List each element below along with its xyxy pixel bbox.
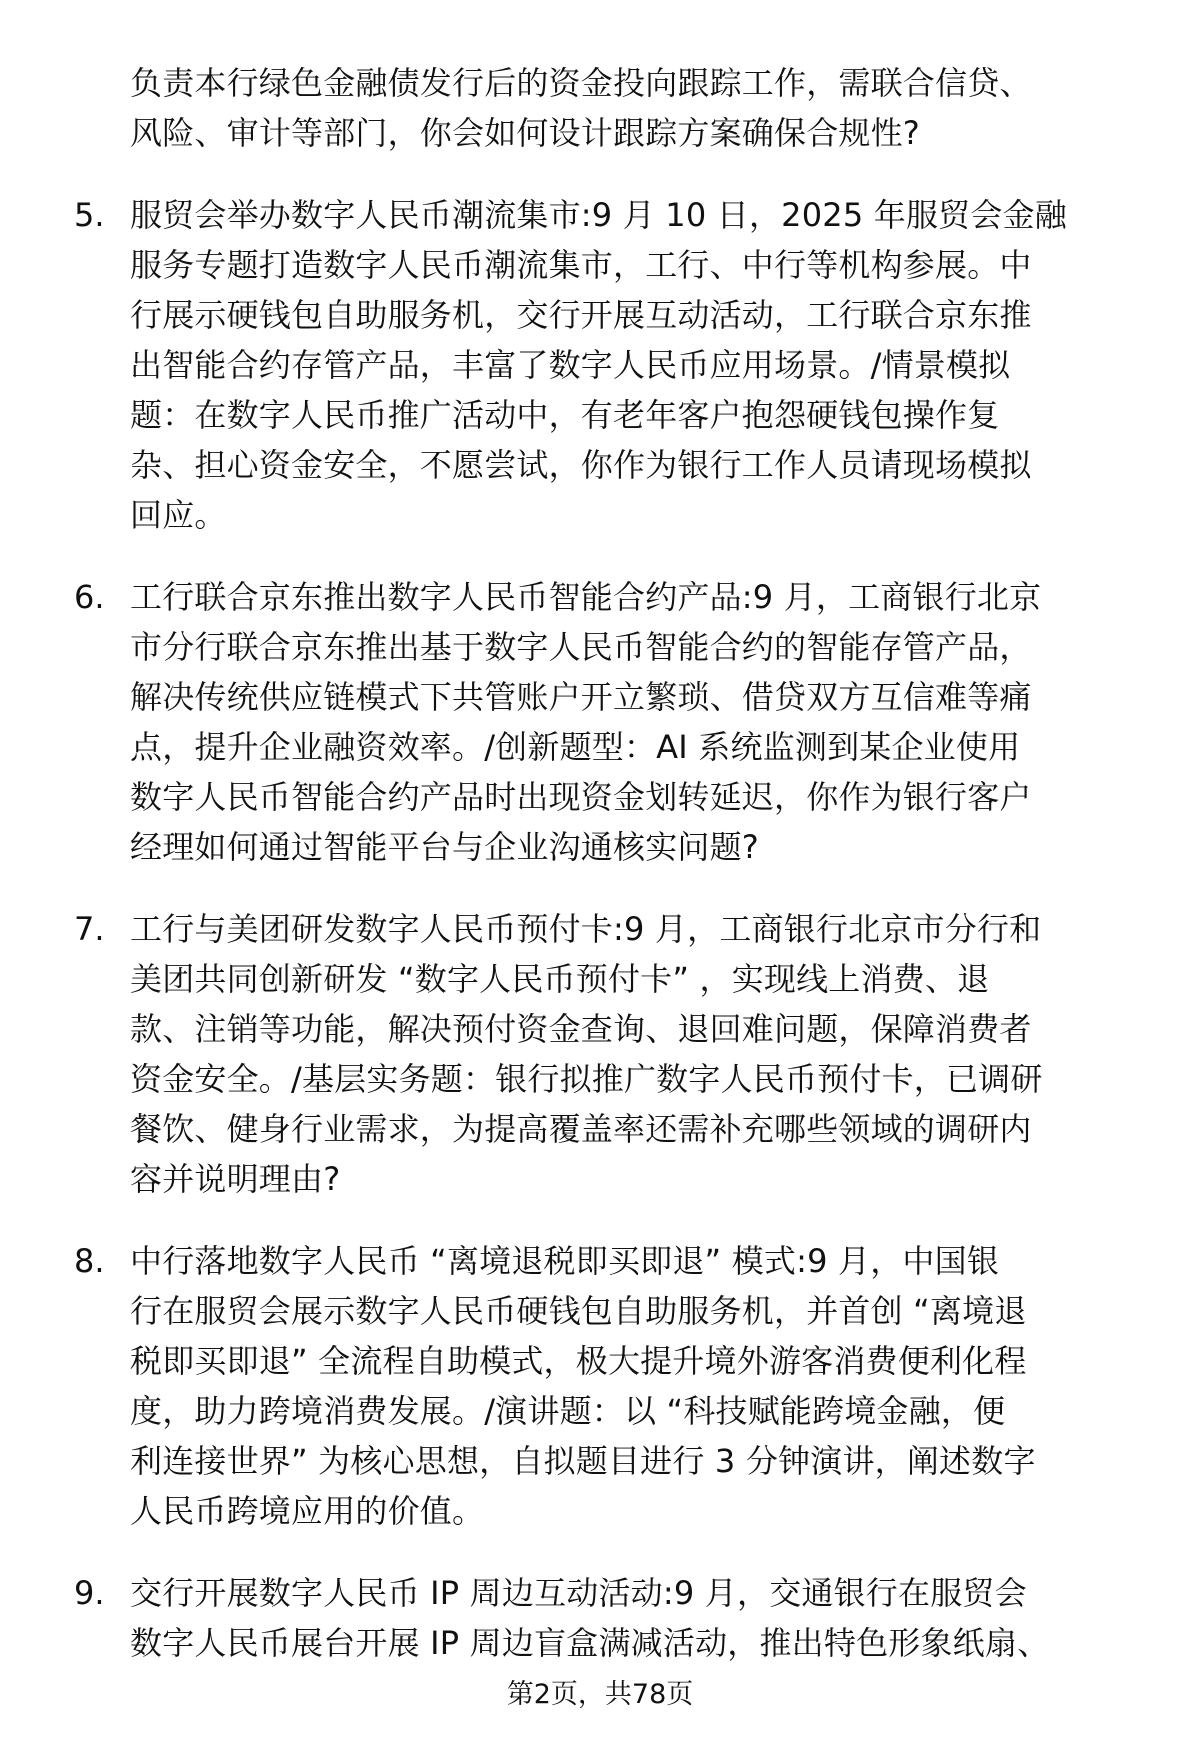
text-line: 利连接世界” 为核心思想，自拟题目进行 3 分钟演讲，阐述数字 [130, 1442, 1036, 1480]
text-line: 解决传统供应链模式下共管账户开立繁琐、借贷双方互信难等痛 [130, 678, 1032, 716]
continued-question-text [0, 58, 1200, 158]
text-line: 度，助力跨境消费发展。/演讲题：以 “科技赋能跨境金融，便 [130, 1392, 1006, 1430]
text-line: 数字人民币展台开展 IP 周边盲盒满减活动，推出特色形象纸扇、 [130, 1624, 1050, 1662]
text-line: 资金安全。/基层实务题：银行拟推广数字人民币预付卡，已调研 [130, 1060, 1043, 1098]
numbered-question-item [0, 190, 1200, 540]
text-line: 款、注销等功能，解决预付资金查询、退回难问题，保障消费者 [130, 1010, 1032, 1048]
text-line: 回应。 [130, 496, 227, 534]
text-line: 出智能合约存管产品，丰富了数字人民币应用场景。/情景模拟 [130, 346, 1011, 384]
text-line: 题：在数字人民币推广活动中，有老年客户抱怨硬钱包操作复 [130, 396, 1000, 434]
text-line: 税即买即退” 全流程自助模式，极大提升境外游客消费便利化程 [130, 1342, 1027, 1380]
item-number: 9. [74, 1574, 105, 1612]
document-body [0, 58, 1200, 1700]
numbered-question-item [0, 1236, 1200, 1536]
item-number: 6. [74, 578, 105, 616]
text-line: 餐饮、健身行业需求，为提高覆盖率还需补充哪些领域的调研内 [130, 1110, 1032, 1148]
text-line: 服务专题打造数字人民币潮流集市，工行、中行等机构参展。中 [130, 246, 1032, 284]
item-number: 7. [74, 910, 105, 948]
item-number: 5. [74, 196, 105, 234]
text-line: 中行落地数字人民币 “离境退税即买即退” 模式:9 月，中国银 [130, 1242, 1000, 1280]
item-number: 8. [74, 1242, 105, 1280]
text-line: 点，提升企业融资效率。/创新题型：AI 系统监测到某企业使用 [130, 728, 1021, 766]
numbered-question-item [0, 1568, 1200, 1668]
text-line: 交行开展数字人民币 IP 周边互动活动:9 月，交通银行在服贸会 [130, 1574, 1027, 1612]
text-line: 数字人民币智能合约产品时出现资金划转延迟，你作为银行客户 [130, 778, 1032, 816]
page-number-footer: 第2页，共78页 [506, 1679, 694, 1710]
numbered-question-item [0, 572, 1200, 872]
text-line: 行在服贸会展示数字人民币硬钱包自助服务机，并首创 “离境退 [130, 1292, 1027, 1330]
text-line: 服贸会举办数字人民币潮流集市:9 月 10 日，2025 年服贸会金融 [130, 196, 1067, 234]
text-line: 杂、担心资金安全，不愿尝试，你作为银行工作人员请现场模拟 [130, 446, 1032, 484]
numbered-question-item [0, 904, 1200, 1204]
text-line: 工行与美团研发数字人民币预付卡:9 月，工商银行北京市分行和 [130, 910, 1042, 948]
text-line: 市分行联合京东推出基于数字人民币智能合约的智能存管产品， [130, 628, 1032, 666]
text-line: 人民币跨境应用的价值。 [130, 1492, 485, 1530]
text-line: 负责本行绿色金融债发行后的资金投向跟踪工作，需联合信贷、 [130, 64, 1032, 102]
text-line: 经理如何通过智能平台与企业沟通核实问题? [130, 828, 759, 866]
text-line: 容并说明理由? [130, 1160, 341, 1198]
text-line: 风险、审计等部门，你会如何设计跟踪方案确保合规性? [130, 114, 920, 152]
text-line: 美团共同创新研发 “数字人民币预付卡” ，实现线上消费、退 [130, 960, 990, 998]
text-line: 行展示硬钱包自助服务机，交行开展互动活动，工行联合京东推 [130, 296, 1032, 334]
text-line: 工行联合京东推出数字人民币智能合约产品:9 月，工商银行北京 [130, 578, 1042, 616]
